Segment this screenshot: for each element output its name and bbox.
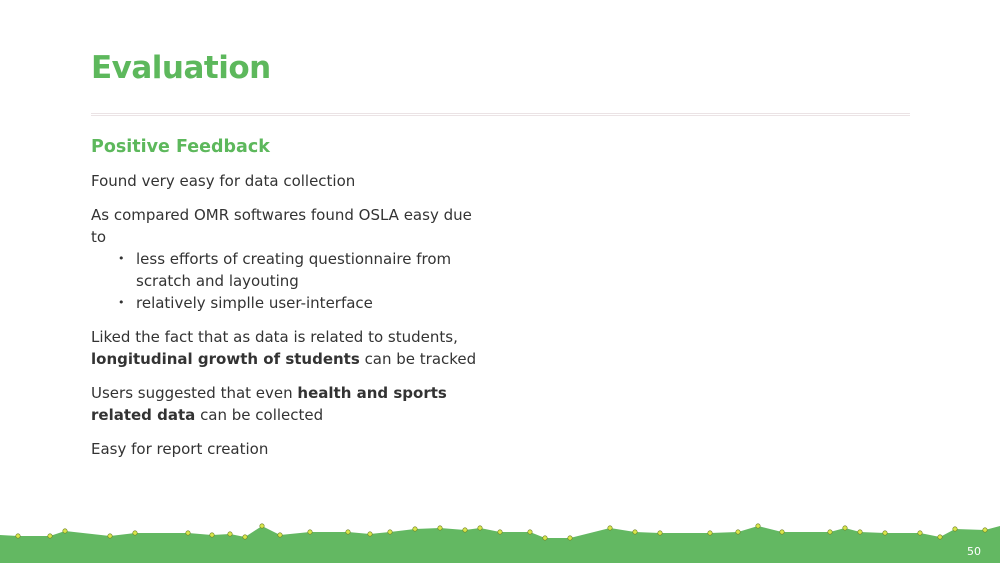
grass-dot: [228, 532, 232, 536]
feedback-item-2-text: As compared OMR softwares found OSLA easy due to: [91, 206, 472, 246]
grass-dot: [133, 531, 137, 535]
grass-dot: [608, 526, 612, 530]
grass-dot: [828, 530, 832, 534]
grass-footer-decoration: [0, 515, 1000, 563]
grass-dot: [883, 531, 887, 535]
grass-dot: [858, 530, 862, 534]
grass-dot: [528, 530, 532, 534]
grass-dot: [388, 530, 392, 534]
grass-dot: [413, 527, 417, 531]
bullet-dot-icon: •: [118, 296, 125, 309]
grass-dot: [186, 531, 190, 535]
grass-dot: [260, 524, 264, 528]
grass-dot: [658, 531, 662, 535]
feedback-item-4: [91, 382, 491, 426]
grass-dot: [278, 533, 282, 537]
feedback-item-3-emphasis: longitudinal growth of students: [91, 350, 360, 368]
grass-dot: [478, 526, 482, 530]
grass-dot: [633, 530, 637, 534]
grass-dot: [708, 531, 712, 535]
grass-dot: [543, 536, 547, 540]
slide-body: [91, 136, 491, 472]
grass-dot: [438, 526, 442, 530]
grass-dot: [756, 524, 760, 528]
grass-dot: [736, 530, 740, 534]
grass-dot: [16, 534, 20, 538]
slide-title: Evaluation: [91, 50, 271, 86]
grass-dot: [780, 530, 784, 534]
grass-dot: [918, 531, 922, 535]
feedback-item-3-tail: can be tracked: [359, 350, 477, 368]
title-divider: [91, 113, 910, 116]
grass-dot: [308, 530, 312, 534]
feedback-item-3: [91, 326, 491, 370]
grass-dot: [498, 530, 502, 534]
feedback-item-4-tail: can be collected: [195, 406, 324, 424]
grass-dot: [63, 529, 67, 533]
bullet-text: less efforts of creating questionnaire from scratch and layouting: [136, 250, 452, 290]
grass-dot: [346, 530, 350, 534]
feedback-item-1: Found very easy for data collection: [91, 172, 356, 190]
page-number: 50: [967, 545, 981, 558]
grass-dot: [983, 528, 987, 532]
feedback-item-3-text: Liked the fact that as data is related to students,: [91, 328, 458, 346]
feedback-item-4-emphasis: health and sports related data: [91, 384, 447, 424]
bullet-dot-icon: •: [118, 252, 125, 265]
grass-dot: [108, 534, 112, 538]
grass-dot: [938, 535, 942, 539]
grass-dot: [568, 536, 572, 540]
section-heading: Positive Feedback: [91, 137, 270, 157]
grass-dot: [953, 527, 957, 531]
feedback-item-2: [91, 204, 491, 314]
grass-dot: [463, 528, 467, 532]
grass-dot: [368, 532, 372, 536]
bullet-list: [91, 248, 491, 314]
grass-dot: [48, 534, 52, 538]
grass-dot: [843, 526, 847, 530]
bullet-text: relatively simplle user-interface: [136, 294, 373, 312]
feedback-item-4-text: Users suggested that even: [91, 384, 298, 402]
bullet-item: [118, 248, 491, 292]
bullet-item: [118, 292, 491, 314]
grass-dot: [210, 533, 214, 537]
feedback-item-5: Easy for report creation: [91, 440, 269, 458]
grass-dot: [243, 535, 247, 539]
